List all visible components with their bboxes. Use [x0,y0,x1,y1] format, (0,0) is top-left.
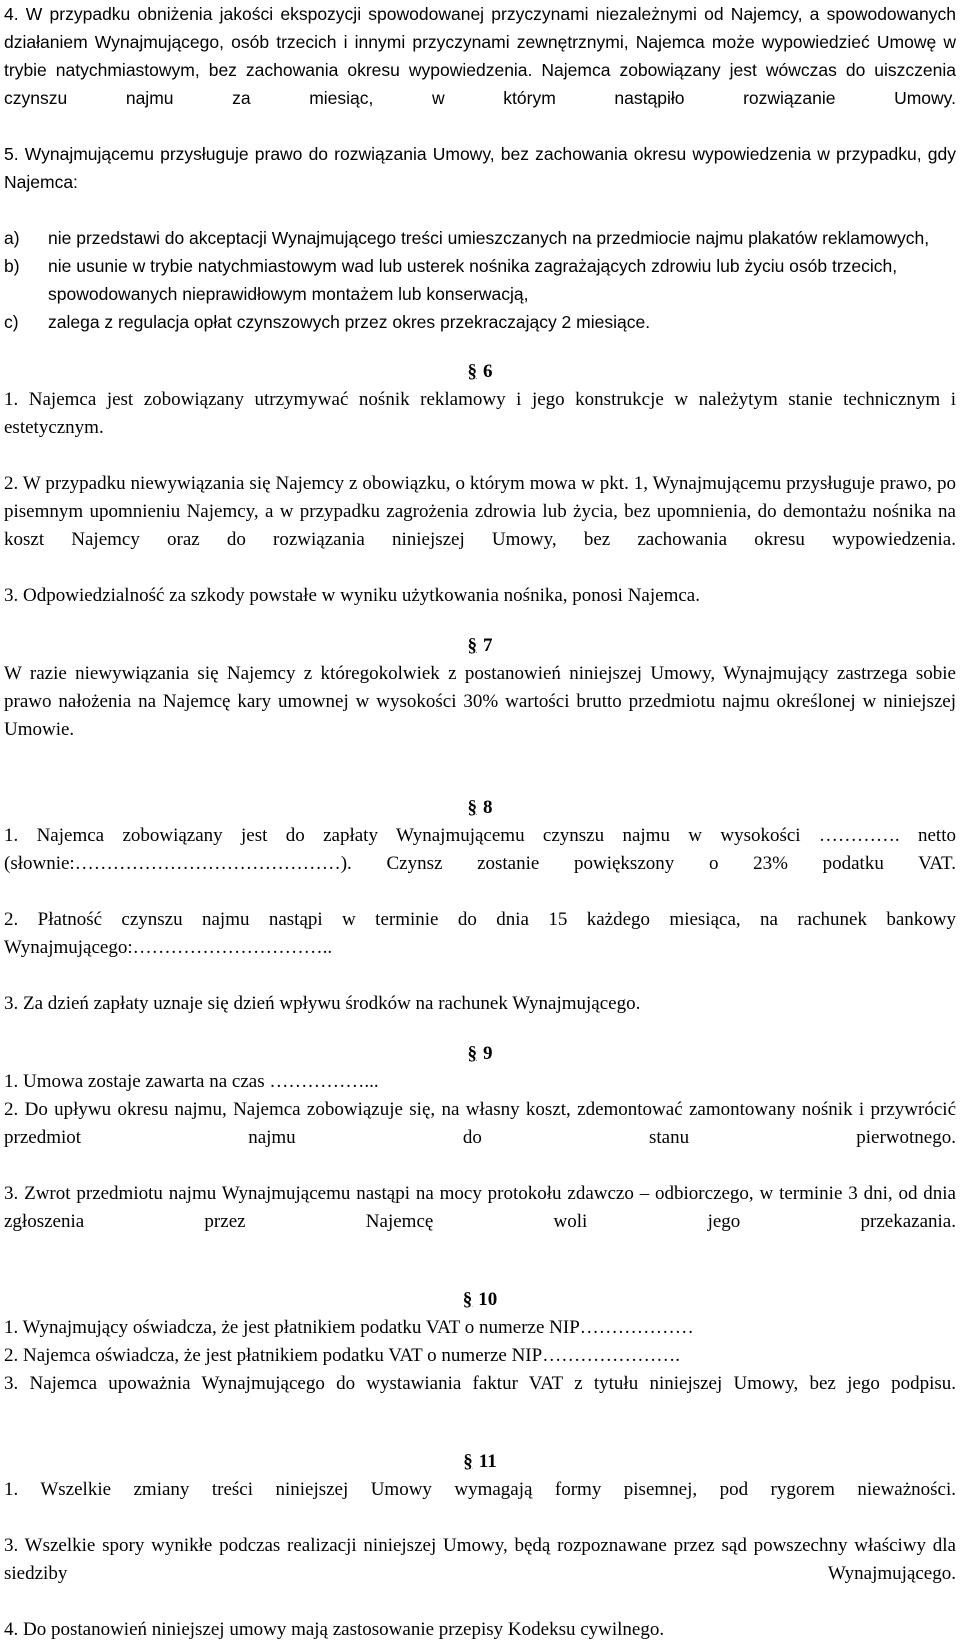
section-heading-11 [4,1448,956,1476]
paragraph-11-3: 3. Wszelkie spory wynikłe podczas realizacji niniejszej Umowy, będą rozpoznawane przez sąd powszechny właściwy dla siedziby Wynajmującego. [4,1535,956,1584]
section-number: 11 [478,1451,497,1472]
paragraph-11-4: 4. Do postanowień niniejszej umowy mają zastosowanie przepisy Kodeksu cywilnego. [4,1619,665,1640]
section-number: 6 [483,361,493,382]
section-heading-7 [4,632,956,660]
section-symbol: § [467,797,477,818]
paragraph-8-1: 1. Najemca zobowiązany jest do zapłaty Wynajmującemu czynszu najmu w wysokości …………. netto (słownie:……………………………………). Czynsz zostanie powiększony o 23% podatku VAT. [4,825,956,874]
paragraph-5-5-list [4,224,956,336]
paragraph-10-3: 3. Najemca upoważnia Wynajmującego do wystawiania faktur VAT z tytułu niniejszej Umowy, bez jego podpisu. [4,1373,956,1394]
section-number: 10 [478,1289,498,1310]
section-heading-8 [4,794,956,822]
paragraph-6-2: 2. W przypadku niewywiązania się Najemcy z obowiązku, o którym mowa w pkt. 1, Wynajmującemu przysługuje prawo, po pisemnym upomnieniu Najemcy, a w przypadku zagrożenia zdrowia lub życia, bez upomnienia, do demontażu nośnika na koszt Najemcy oraz do rozwiązania niniejszej Umowy, bez zachowania okresu wypowiedzenia. [4,473,956,550]
paragraph-8-2: 2. Płatność czynszu najmu nastąpi w terminie do dnia 15 każdego miesiąca, na rachunek bankowy Wynajmującego:………………………….. [4,909,956,958]
paragraph-5-5: 5. Wynajmującemu przysługuje prawo do rozwiązania Umowy, bez zachowania okresu wypowiedzenia w przypadku, gdy Najemca: [4,144,956,192]
list-text: nie przedstawi do akceptacji Wynajmującego treści umieszczanych na przedmiocie najmu plakatów reklamowych, [48,228,930,248]
paragraph-6-1: 1. Najemca jest zobowiązany utrzymywać nośnik reklamowy i jego konstrukcje w należytym stanie technicznym i estetycznym. [4,389,956,438]
section-symbol: § [467,635,477,656]
section-symbol: § [462,1289,473,1310]
paragraph-9-1: 1. Umowa zostaje zawarta na czas ……………... [4,1071,379,1092]
section-symbol: § [463,1451,473,1472]
list-text: nie usunie w trybie natychmiastowym wad lub usterek nośnika zagrażających zdrowiu lub życiu osób trzecich, spowodowanych nieprawidłowym montażem lub konserwacją, [48,256,898,304]
section-number: 9 [483,1043,493,1064]
section-number: 8 [483,797,493,818]
list-item-a [4,224,956,252]
list-marker: b) [4,256,20,276]
paragraph-6-3: 3. Odpowiedzialność za szkody powstałe w wyniku użytkowania nośnika, ponosi Najemca. [4,585,700,606]
paragraph-11-1: 1. Wszelkie zmiany treści niniejszej Umowy wymagają formy pisemnej, pod rygorem nieważności. [4,1479,956,1500]
section-symbol: § [467,1043,477,1064]
section-number: 7 [483,635,493,656]
paragraph-9-3: 3. Zwrot przedmiotu najmu Wynajmującemu nastąpi na mocy protokołu zdawczo – odbiorczego, w terminie 3 dni, od dnia zgłoszenia przez Najemcę woli jego przekazania. [4,1183,956,1232]
list-item-c [4,308,956,336]
paragraph-9-2: 2. Do upływu okresu najmu, Najemca zobowiązuje się, na własny koszt, zdemontować zamontowany nośnik i przywrócić przedmiot najmu do stanu pierwotnego. [4,1099,956,1148]
paragraph-5-4: 4. W przypadku obniżenia jakości ekspozycji spowodowanej przyczynami niezależnymi od Najemcy, a spowodowanych działaniem Wynajmującego, osób trzecich i innymi przyczynami zewnętrznymi, Najemca może wypowiedzieć Umowę w trybie natychmiastowym, bez zachowania okresu wypowiedzenia. Najemca zobowiązany jest wówczas do uiszczenia czynszu najmu za miesiąc, w którym nastąpiło rozwiązanie Umowy. [4,4,956,108]
paragraph-10-1: 1. Wynajmujący oświadcza, że jest płatnikiem podatku VAT o numerze NIP……………… [4,1317,694,1338]
contract-page [4,0,956,1644]
section-heading-10 [4,1286,956,1314]
list-text: zalega z regulacja opłat czynszowych przez okres przekraczający 2 miesiące. [48,312,651,332]
section-heading-9 [4,1040,956,1068]
list-marker: c) [4,312,19,332]
section-symbol: § [467,361,477,382]
section-heading-6 [4,358,956,386]
list-marker: a) [4,228,20,248]
list-item-b [4,252,956,308]
paragraph-8-3: 3. Za dzień zapłaty uznaje się dzień wpływu środków na rachunek Wynajmującego. [4,993,641,1014]
paragraph-7-1: W razie niewywiązania się Najemcy z któregokolwiek z postanowień niniejszej Umowy, Wynajmujący zastrzega sobie prawo nałożenia na Najemcę kary umownej w wysokości 30% wartości brutto przedmiotu najmu określonej w niniejszej Umowie. [4,663,956,740]
paragraph-10-2: 2. Najemca oświadcza, że jest płatnikiem podatku VAT o numerze NIP…………………. [4,1345,680,1366]
